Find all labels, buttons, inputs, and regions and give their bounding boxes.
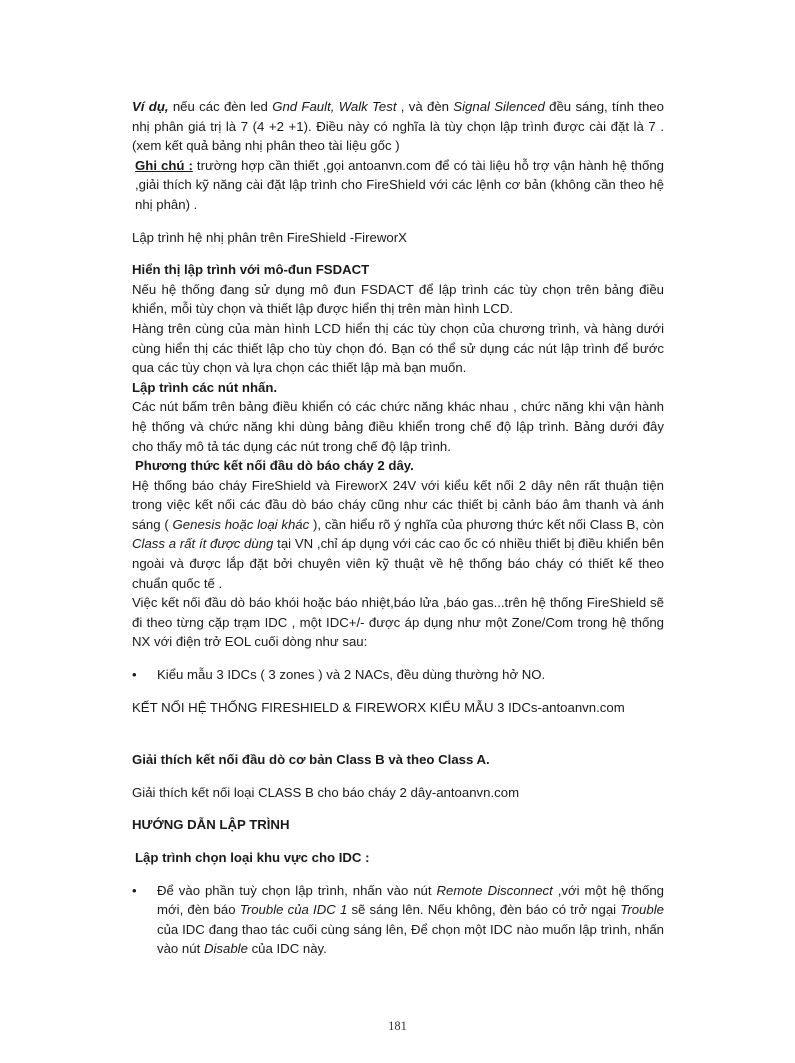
trouble-label: Trouble	[620, 902, 664, 918]
bullet-text-5: của IDC này.	[247, 941, 327, 957]
trouble-idc-label: Trouble của IDC 1	[239, 902, 348, 918]
document-body	[132, 97, 664, 959]
page-number: 181	[388, 1019, 407, 1033]
bullet-text: Kiểu mẫu 3 IDCs ( 3 zones ) và 2 NACs, đều dùng thường hở NO.	[157, 667, 546, 683]
class-a-label: Class a rất ít được dùng	[132, 536, 274, 552]
fsdact-paragraph-1: Nếu hệ thống đang sử dụng mô đun FSDACT để lập trình các tùy chọn trên bảng điều khiển, mỗi tùy chọn và thiết lập được hiển thị trên màn hình LCD.	[132, 281, 664, 317]
note-paragraph	[132, 156, 664, 215]
buttons-paragraph: Các nút bấm trên bảng điều khiển có các chức năng khác nhau , chức năng khi vận hành hệ thống và chức năng khi dùng bảng điều khiển trong chế độ lập trình. Bảng dưới đây cho thấy mô tả tác dụng các nút trong chế độ lập trình.	[132, 399, 664, 454]
idc-heading: Lập trình chọn loại khu vực cho IDC :	[135, 850, 370, 865]
fsdact-paragraph-2: Hàng trên cùng của màn hình LCD hiển thị các tùy chọn của chương trình, và hàng dưới cùng hiển thị các thiết lập cho tùy chọn đó. Bạn có thể sử dụng các nút lập trình để bước qua các tùy chọn và lựa chọn các thiết lập mà bạn muốn.	[132, 320, 664, 376]
bullet-text-4: của IDC đang thao tác cuối cùng sáng lên, Để chọn một IDC nào muốn lập trình, nhấn vào nút	[157, 921, 664, 957]
bullet-item-idcs	[132, 665, 664, 685]
bullet-text-3: sẽ sáng lên. Nếu không, đèn báo có trở ngại	[347, 902, 621, 918]
example-label: Ví dụ,	[132, 99, 169, 114]
guide-heading: HƯỚNG DẪN LẬP TRÌNH	[132, 817, 290, 833]
example-text-1: nếu các đèn led	[168, 99, 273, 114]
buttons-heading: Lập trình các nút nhấn.	[132, 379, 278, 395]
note-label: Ghi chú :	[135, 157, 193, 173]
wiring-text-1: Hệ thống báo cháy FireShield và FireworX 24V với kiểu kết nối 2 dây nên rất thuận tiện trong việc kết nối các đầu dò báo cháy cũng như các thiết bị cảnh báo âm thanh và ánh sáng (	[132, 477, 664, 532]
gnd-fault-label: Gnd Fault, Walk Test	[272, 99, 397, 114]
class-caption: Giải thích kết nối loại CLASS B cho báo cháy 2 dây-antoanvn.com	[132, 784, 520, 800]
note-text: trường hợp cần thiết ,gọi antoanvn.com để có tài liệu hỗ trợ vận hành hệ thống ,giải thích kỹ năng cài đặt lập trình cho FireShield với các lệnh cơ bản (không cần theo hệ nhị phân) .	[135, 157, 664, 212]
bullet-text-2: ,với một hệ thống mới, đèn báo	[157, 882, 664, 918]
fsdact-heading: Hiển thị lập trình với mô-đun FSDACT	[132, 262, 370, 278]
wiring-text-2: ), cần hiểu rõ ý nghĩa của phương thức kết nối Class B, còn	[309, 516, 665, 532]
wiring-heading: Phương thức kết nối đầu dò báo cháy 2 dây.	[135, 458, 414, 474]
remote-disconnect-label: Remote Disconnect	[436, 882, 553, 898]
bullet-dot-icon: •	[132, 667, 137, 683]
wiring-paragraph-2: Việc kết nối đầu dò báo khói hoặc báo nhiệt,báo lửa ,báo gas...trên hệ thống FireShield sẽ đi theo từng cặp trạm IDC , một IDC+/- được áp dụng như một Zone/Com trong hệ thống NX với điện trở EOL cuối dòng như sau:	[132, 595, 664, 650]
bullet-item-remote	[132, 881, 664, 959]
wiring-text-3: tại VN ,chỉ áp dụng với các cao ốc có nhiều thiết bị điều khiển bên ngoài và được lắp đặt bởi chuyên viên kỹ thuật về hệ thống báo cháy có thiết kế theo chuẩn quốc tế .	[132, 536, 664, 591]
wiring-caption: KẾT NỐI HỆ THỐNG FIRESHIELD & FIREWORX KIỂU MẪU 3 IDCs-antoanvn.com	[132, 699, 625, 715]
example-paragraph	[132, 97, 664, 156]
wiring-paragraph-1	[132, 476, 664, 594]
bullet-text-1: Để vào phần tuỳ chọn lập trình, nhấn vào nút	[157, 882, 437, 898]
genesis-label: Genesis hoặc loại khác	[172, 516, 310, 532]
bullet-dot-icon: •	[132, 882, 137, 898]
signal-silenced-label: Signal Silenced	[453, 99, 545, 114]
example-text-3: đều sáng, tính theo nhị phân giá trị là 7 (4 +2 +1). Điều này có nghĩa là tùy chọn lập trình được cài đặt là 7 . (xem kết quả bảng nhị phân theo tài liệu gốc )	[132, 99, 664, 154]
class-heading: Giải thích kết nối đầu dò cơ bản Class B và theo Class A.	[132, 752, 490, 768]
example-text-2: , và đèn	[396, 99, 454, 114]
disable-label: Disable	[203, 941, 248, 957]
binary-caption: Lập trình hệ nhị phân trên FireShield -FireworX	[132, 229, 407, 245]
